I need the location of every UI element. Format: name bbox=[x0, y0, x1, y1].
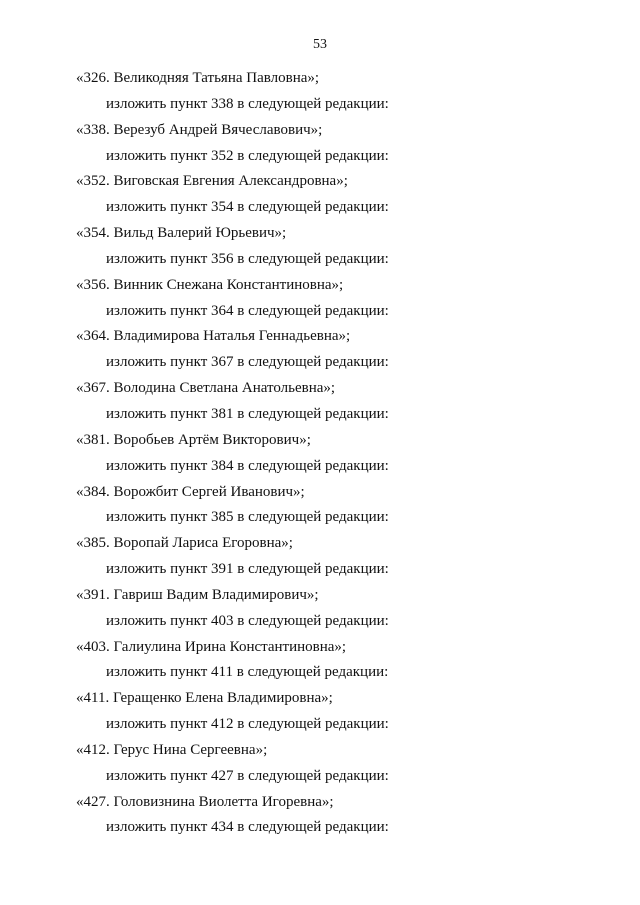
list-item: «364. Владимирова Наталья Геннадьевна»; bbox=[76, 328, 351, 345]
list-item: «326. Великодняя Татьяна Павловна»; bbox=[76, 70, 320, 86]
list-item: «411. Геращенко Елена Владимировна»; bbox=[76, 690, 333, 707]
amendment-instruction: изложить пункт 403 в следующей редакции: bbox=[106, 612, 389, 629]
list-item: «381. Воробьев Артём Викторович»; bbox=[76, 431, 311, 448]
page-number: 53 bbox=[313, 37, 327, 52]
list-item: «412. Герус Нина Сергеевна»; bbox=[76, 741, 268, 758]
list-item: «356. Винник Снежана Константиновна»; bbox=[76, 276, 344, 293]
amendment-instruction: изложить пункт 411 в следующей редакции: bbox=[106, 664, 389, 681]
list-item: «403. Галиулина Ирина Константиновна»; bbox=[76, 638, 347, 655]
list-item: «385. Воропай Лариса Егоровна»; bbox=[76, 535, 293, 552]
list-item: «367. Володина Светлана Анатольевна»; bbox=[76, 380, 336, 397]
amendment-instruction: изложить пункт 364 в следующей редакции: bbox=[106, 302, 389, 319]
amendment-instruction: изложить пункт 356 в следующей редакции: bbox=[106, 250, 389, 267]
amendment-instruction: изложить пункт 367 в следующей редакции: bbox=[106, 354, 389, 371]
amendment-instruction: изложить пункт 434 в следующей редакции: bbox=[106, 819, 389, 836]
list-item: «391. Гавриш Вадим Владимирович»; bbox=[76, 586, 319, 603]
list-item: «427. Головизнина Виолетта Игоревна»; bbox=[76, 793, 334, 810]
amendment-instruction: изложить пункт 427 в следующей редакции: bbox=[106, 767, 389, 784]
amendment-instruction: изложить пункт 384 в следующей редакции: bbox=[106, 457, 389, 474]
list-item: «384. Ворожбит Сергей Иванович»; bbox=[76, 483, 305, 500]
amendment-list bbox=[0, 68, 640, 843]
list-item: «338. Верезуб Андрей Вячеславович»; bbox=[76, 121, 323, 138]
amendment-instruction: изложить пункт 338 в следующей редакции: bbox=[106, 95, 389, 112]
amendment-instruction: изложить пункт 385 в следующей редакции: bbox=[106, 509, 389, 526]
amendment-instruction: изложить пункт 352 в следующей редакции: bbox=[106, 147, 389, 164]
list-item: «352. Виговская Евгения Александровна»; bbox=[76, 173, 348, 190]
amendment-instruction: изложить пункт 391 в следующей редакции: bbox=[106, 561, 389, 578]
amendment-instruction: изложить пункт 412 в следующей редакции: bbox=[106, 716, 389, 733]
amendment-instruction: изложить пункт 381 в следующей редакции: bbox=[106, 405, 389, 422]
list-item: «354. Вильд Валерий Юрьевич»; bbox=[76, 225, 287, 242]
amendment-instruction: изложить пункт 354 в следующей редакции: bbox=[106, 199, 389, 216]
